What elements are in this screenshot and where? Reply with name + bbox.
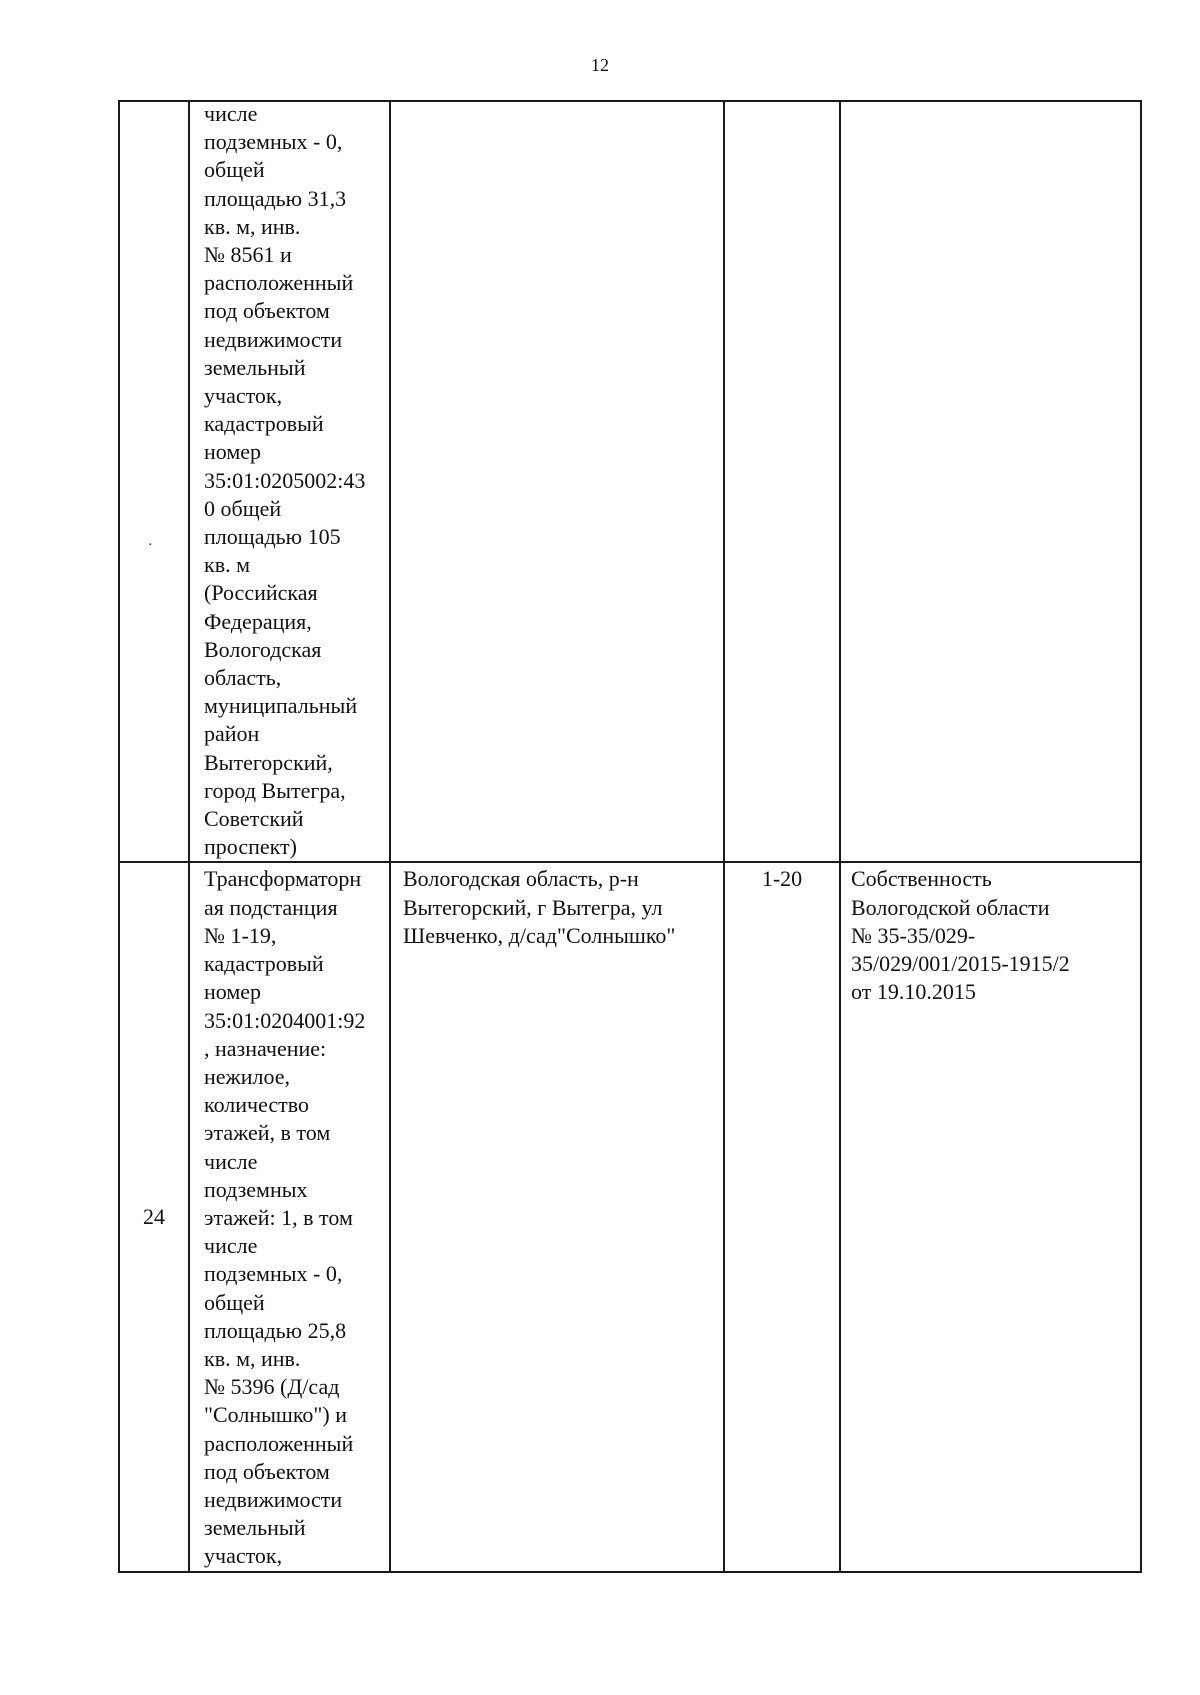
object-description-text: числе подземных - 0, общей площадью 31,3 кв. м, инв. № 8561 и расположенный под объектом недвижимости земельный участок, кадастровый номер 35:01:0205002:43 0 общей площадью 105 кв. м (Российская Федерация, Вологодская область, муниципальный район Вытегорский, город Вытегра, Советский проспект) [204,101,366,860]
object-description-cell [189,101,390,862]
object-description-text: Трансформаторн ая подстанция № 1-19, кадастровый номер 35:01:0204001:92 , назначение: нежилое, количество этажей, в том числе подземных этажей: 1, в том числе подземных - 0, общей площадью 25,8 кв. м, инв. № 5396 (Д/сад "Солнышко") и расположенный под объектом недвижимости земельный участок, [204,866,366,1569]
page-number: 12 [591,55,609,75]
row-number-mark: · [148,538,153,553]
length-cell [724,101,840,862]
ownership-cell [840,862,1141,1571]
ownership-text: Собственность Вологодской области № 35-35/029- 35/029/001/2015-1915/2 от 19.10.2015 [851,866,1070,1005]
length-text: 1-20 [761,866,803,892]
object-description-cell [189,862,390,1571]
length-text [725,102,839,104]
table-row-continued [119,101,1141,862]
registry-table [118,100,1142,1573]
row-number: 24 [143,1203,165,1229]
address-text [391,102,723,104]
ownership-text [841,102,1140,104]
address-cell [390,862,724,1571]
length-cell [724,862,840,1571]
row-number-cell [119,862,189,1571]
address-cell [390,101,724,862]
row-number-cell [119,101,189,862]
table-row-24 [119,862,1141,1571]
address-text: Вологодская область, р-н Вытегорский, г Вытегра, ул Шевченко, д/сад"Солнышко" [403,866,676,948]
ownership-cell [840,101,1141,862]
